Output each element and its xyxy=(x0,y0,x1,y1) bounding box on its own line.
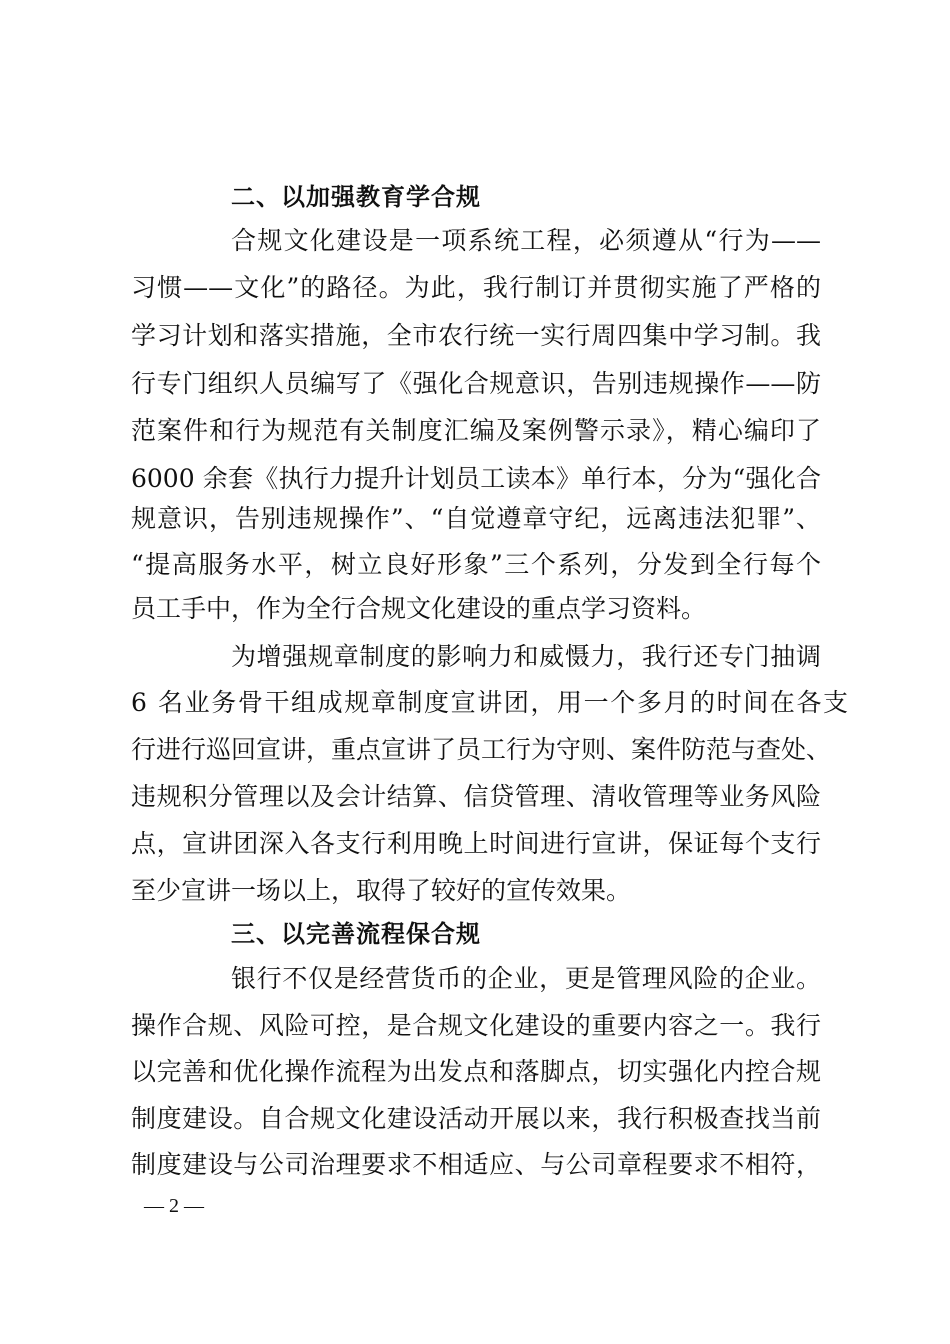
paragraph-line: 习惯——文化”的路径。为此，我行制订并贯彻实施了严格的 xyxy=(131,273,821,302)
page-number: — 2 — xyxy=(144,1195,204,1217)
paragraph-line: 行专门组织人员编写了《强化合规意识，告别违规操作——防 xyxy=(131,369,821,398)
paragraph-line: 操作合规、风险可控，是合规文化建设的重要内容之一。我行 xyxy=(131,1011,821,1040)
section-heading: 三、以完善流程保合规 xyxy=(231,920,481,948)
paragraph-line: 制度建设与公司治理要求不相适应、与公司章程要求不相符， xyxy=(131,1150,821,1179)
paragraph-line: 范案件和行为规范有关制度汇编及案例警示录》，精心编印了 xyxy=(131,416,821,445)
paragraph-line: 规意识，告别违规操作”、“自觉遵章守纪，远离违法犯罪”、 xyxy=(131,504,821,533)
paragraph-line: 制度建设。自合规文化建设活动开展以来，我行积极查找当前 xyxy=(131,1104,821,1133)
paragraph-line: 点，宣讲团深入各支行利用晚上时间进行宣讲，保证每个支行 xyxy=(131,829,821,858)
paragraph-line: 员工手中，作为全行合规文化建设的重点学习资料。 xyxy=(131,594,707,623)
paragraph-line: “提高服务水平，树立良好形象”三个系列，分发到全行每个 xyxy=(131,550,821,579)
paragraph-line: 6 名业务骨干组成规章制度宣讲团，用一个多月的时间在各支 xyxy=(131,688,850,717)
paragraph-line: 银行不仅是经营货币的企业，更是管理风险的企业。 xyxy=(231,964,821,993)
paragraph-line: 为增强规章制度的影响力和威慑力，我行还专门抽调 xyxy=(231,642,821,671)
paragraph-line: 以完善和优化操作流程为出发点和落脚点，切实强化内控合规 xyxy=(131,1057,821,1086)
paragraph-line: 合规文化建设是一项系统工程，必须遵从“行为—— xyxy=(231,226,821,255)
paragraph-line: 至少宣讲一场以上，取得了较好的宣传效果。 xyxy=(131,876,632,905)
paragraph-line: 违规积分管理以及会计结算、信贷管理、清收管理等业务风险 xyxy=(131,782,821,811)
paragraph-line: 学习计划和落实措施，全市农行统一实行周四集中学习制。我 xyxy=(131,321,821,350)
paragraph-line: 6000 余套《执行力提升计划员工读本》单行本，分为“强化合 xyxy=(131,464,821,493)
paragraph-line: 行进行巡回宣讲，重点宣讲了员工行为守则、案件防范与查处、 xyxy=(131,735,832,764)
section-heading: 二、以加强教育学合规 xyxy=(231,183,481,211)
